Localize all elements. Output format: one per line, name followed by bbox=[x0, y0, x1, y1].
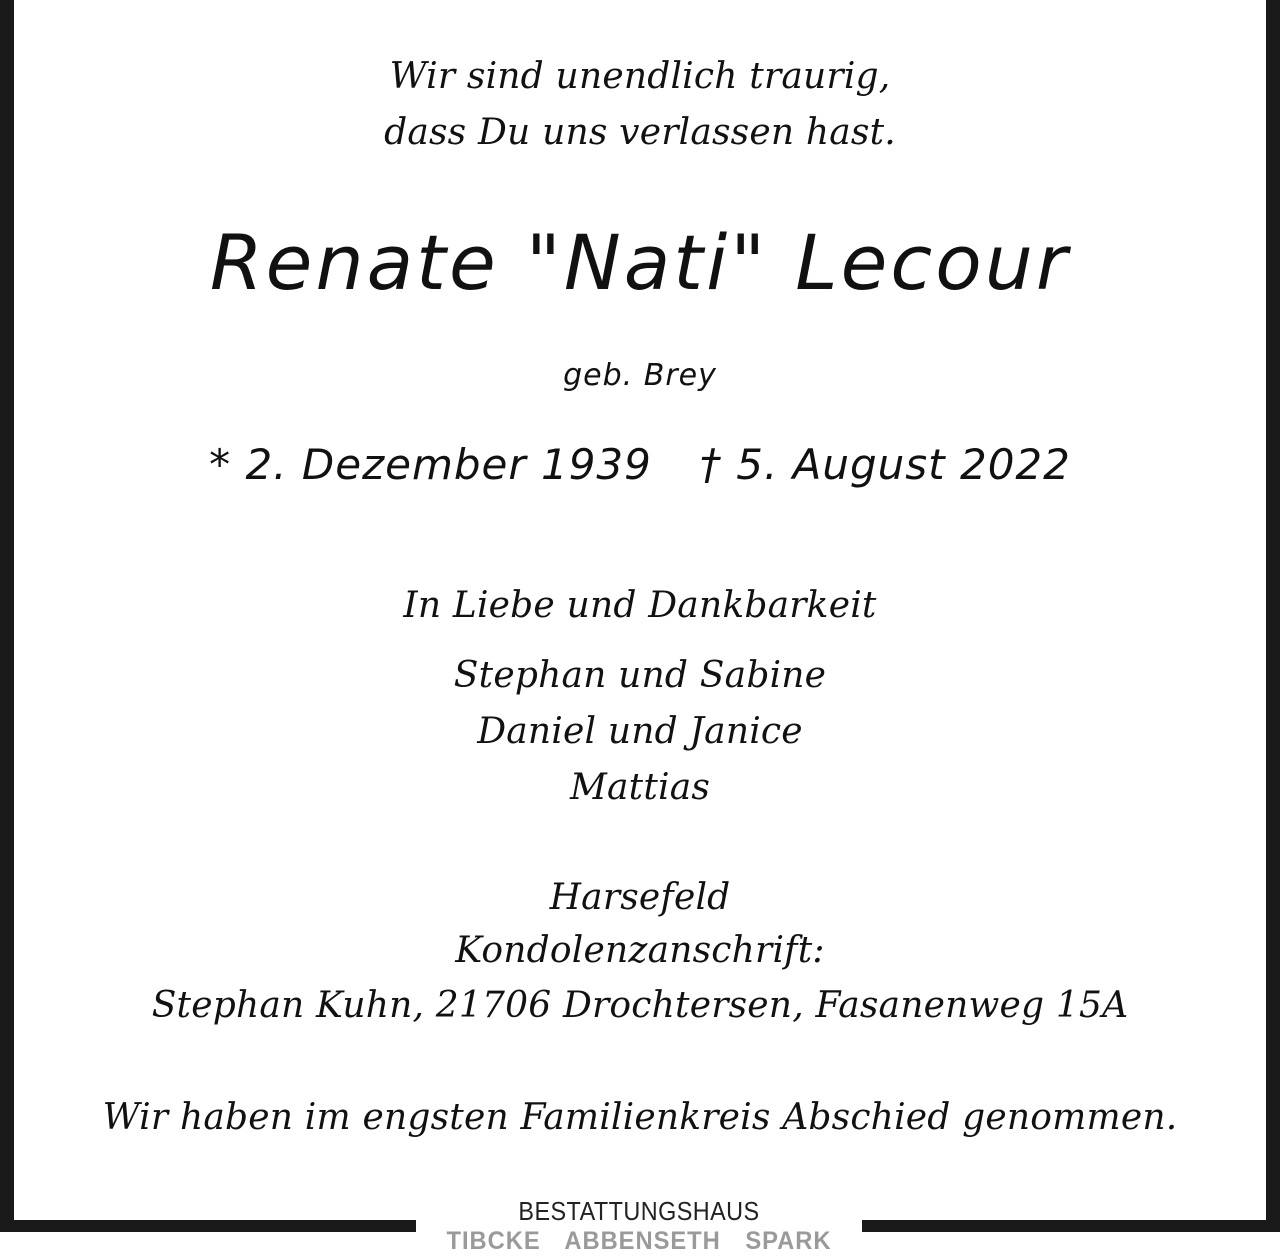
death-date: † 5. August 2022 bbox=[699, 440, 1071, 489]
closing-statement: Wir haben im engsten Familienkreis Abschied genommen. bbox=[102, 1097, 1178, 1138]
birth-date: * 2. Dezember 1939 bbox=[209, 440, 652, 489]
mourner-3: Mattias bbox=[569, 767, 711, 808]
funeral-home-names: TIBCKE ABBENSETH SPARK bbox=[446, 1227, 832, 1255]
life-dates bbox=[0, 440, 1280, 489]
place: Harsefeld bbox=[549, 877, 731, 918]
intro-line-2: dass Du uns verlassen hast. bbox=[384, 112, 896, 153]
mourners-heading: In Liebe und Dankbarkeit bbox=[403, 585, 877, 626]
birth-name: geb. Brey bbox=[563, 358, 717, 393]
deceased-name: Renate "Nati" Lecour bbox=[209, 218, 1071, 307]
condolence-label: Kondolenzanschrift: bbox=[455, 930, 825, 971]
intro-line-1: Wir sind unendlich traurig, bbox=[389, 56, 891, 97]
funeral-home-title: BESTATTUNGSHAUS bbox=[518, 1196, 760, 1226]
funeral-home-logo bbox=[416, 1196, 862, 1259]
condolence-address: Stephan Kuhn, 21706 Drochtersen, Fasanenweg 15A bbox=[151, 985, 1129, 1026]
mourner-1: Stephan und Sabine bbox=[453, 655, 827, 696]
mourner-2: Daniel und Janice bbox=[477, 711, 803, 752]
frame-border-bottom-right bbox=[862, 1220, 1280, 1232]
frame-border-bottom-left bbox=[0, 1220, 416, 1232]
